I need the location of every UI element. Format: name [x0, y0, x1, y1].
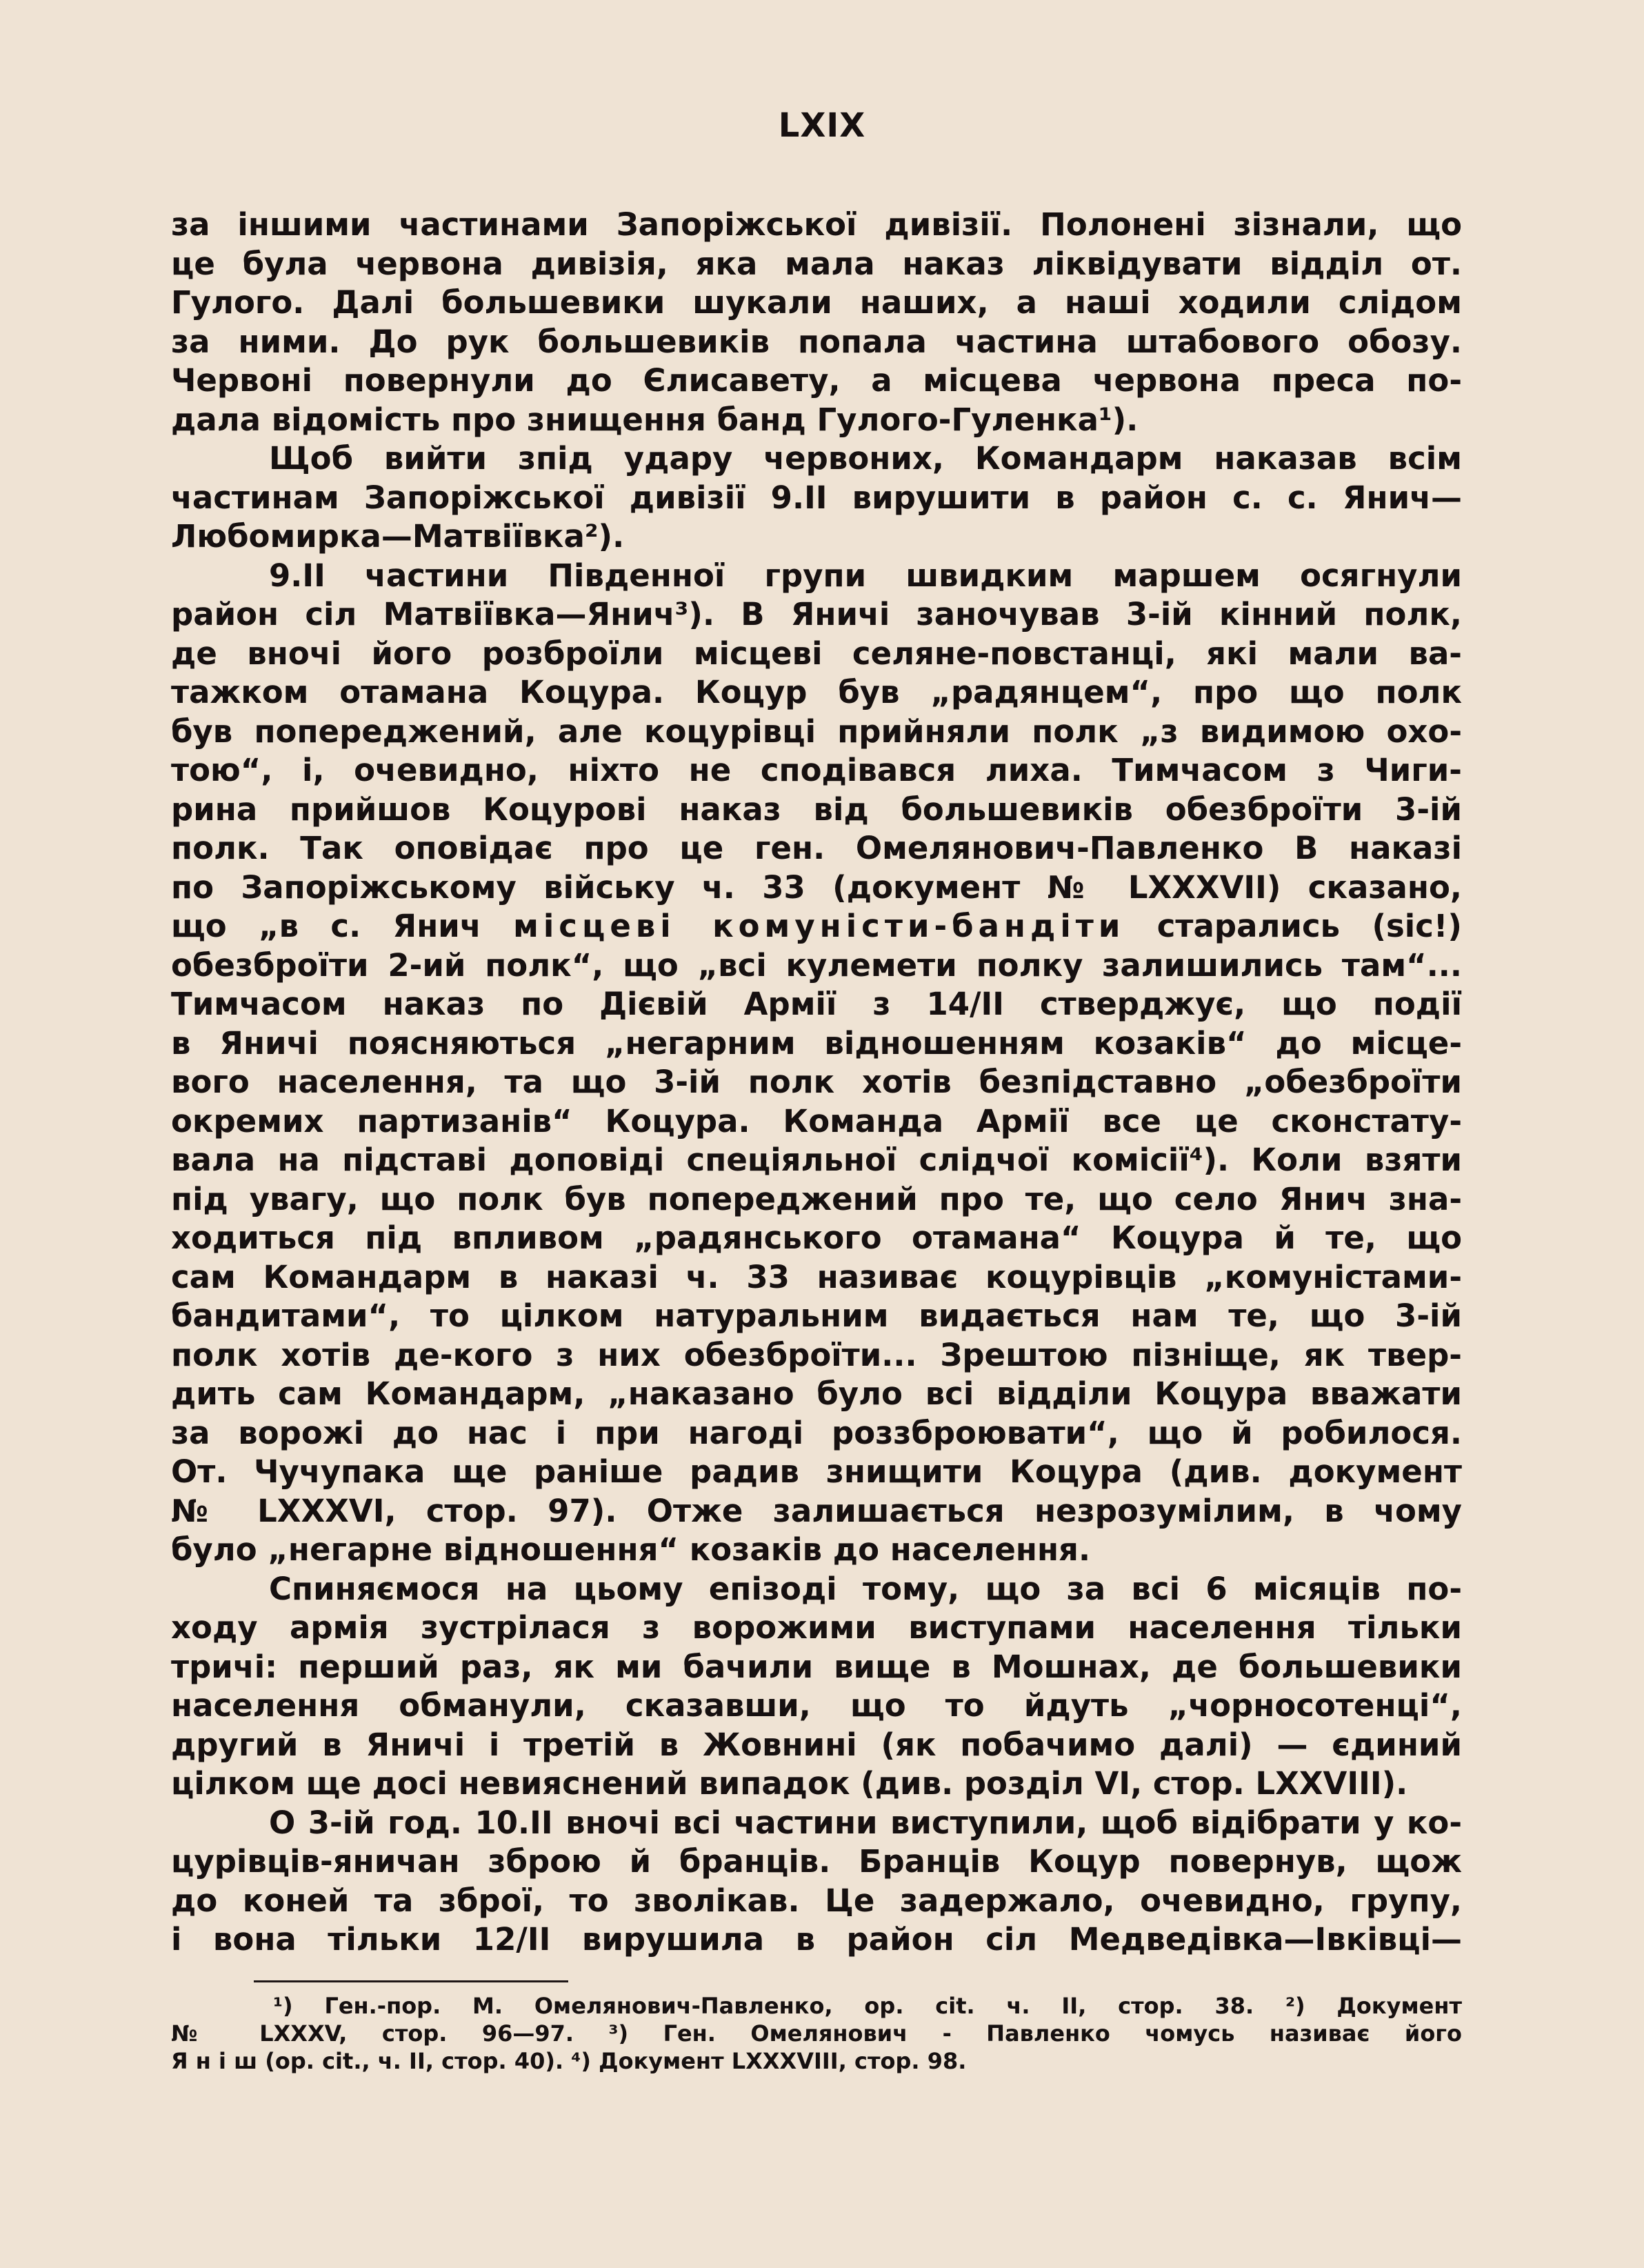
text-line: за ними. До рук большевиків попала частина штабового обозу.: [171, 323, 1462, 360]
text-line: № LXXXVI, стор. 97). Отже залишається незрозумілим, в чому: [171, 1492, 1462, 1529]
text-line: ходу армія зустрілася з ворожими виступами населення тільки: [171, 1609, 1462, 1646]
text-line: Тимчасом наказ по Дієвій Армії з 14/II стверджує, що події: [171, 986, 1462, 1022]
text-line: де вночі його розброїли місцеві селяне-повстанці, які мали ва-: [171, 635, 1462, 672]
text-line: до коней та зброї, то зволікав. Це задержало, очевидно, групу,: [171, 1882, 1462, 1919]
text-line: дала відомість про знищення банд Гулого-Гуленка¹).: [171, 401, 1139, 438]
text-line: другий в Яничі і третій в Жовнині (як побачимо далі) — єдиний: [171, 1726, 1462, 1763]
text-line: окремих партизанів“ Коцура. Команда Армії все це сконстату-: [171, 1102, 1462, 1140]
spaced-emphasis: місцеві комуністи-бандіти: [513, 908, 1125, 944]
text-line: тричі: перший раз, як ми бачили вище в Мошнах, де большевики: [171, 1648, 1462, 1685]
text-line: було „негарне відношення“ козаків до населення.: [171, 1531, 1091, 1568]
footnote-divider: [254, 1980, 568, 1982]
footnotes: [171, 1992, 1462, 2075]
paragraph-start: О 3-ій год. 10.II вночі всі частини виступили, щоб відібрати у ко-: [269, 1804, 1462, 1841]
text-line: Гулого. Далі большевики шукали наших, а наші ходили слідом: [171, 284, 1462, 321]
text-line: по Запоріжському війську ч. 33 (документ № LXXXVII) сказано,: [171, 868, 1462, 906]
text-line: населення обманули, сказавши, що то йдуть „чорносотенці“,: [171, 1687, 1462, 1724]
text-line: був попереджений, але коцурівці прийняли полк „з видимою охо-: [171, 713, 1462, 750]
text-line: в Яничі поясняються „негарним відношенням козаків“ до місце-: [171, 1024, 1462, 1062]
text-line: сам Командарм в наказі ч. 33 називає коцурівців „комуністами-: [171, 1258, 1462, 1295]
text-line: за іншими частинами Запоріжської дивізії. Полонені зізнали, що: [171, 206, 1462, 243]
text-line: тою“, і, очевидно, ніхто не сподівався лиха. Тимчасом з Чиги-: [171, 752, 1462, 788]
footnote-line: Я н і ш (op. cit., ч. II, стор. 40). ⁴) Документ LXXXVIII, стор. 98.: [171, 2048, 967, 2074]
main-text: [171, 206, 1462, 1960]
text-line: дить сам Командарм, „наказано було всі відділи Коцура вважати: [171, 1375, 1462, 1412]
paragraph-start: 9.II частини Південної групи швидким маршем осягнули: [269, 557, 1462, 594]
text-segment: що „в с. Янич: [171, 908, 514, 944]
text-line: район сіл Матвіївка—Янич³). В Яничі заночував 3-ій кінний полк,: [171, 596, 1462, 633]
paragraph-start: Спиняємося на цьому епізоді тому, що за всі 6 місяців по-: [269, 1570, 1462, 1607]
text-line: цілком ще досі невияснений випадок (див. розділ VI, стор. LXXVIII).: [171, 1765, 1408, 1802]
text-line: От. Чучупака ще раніше радив знищити Коцура (див. документ: [171, 1453, 1462, 1490]
text-line: під увагу, що полк був попереджений про те, що село Янич зна-: [171, 1180, 1462, 1217]
text-line: тажком отамана Коцура. Коцур був „радянцем“, про що полк: [171, 674, 1462, 710]
text-line: полк. Так оповідає про це ген. Омелянович-Павленко В наказі: [171, 830, 1462, 866]
text-line: Червоні повернули до Єлисавету, а місцева червона преса по-: [171, 362, 1462, 399]
text-line: полк хотів де-кого з них обезброїти... Зрештою пізніще, як твер-: [171, 1336, 1462, 1373]
footnote-line: № LXXXV, стор. 96—97. ³) Ген. Омелянович - Павленко чомусь називає його: [171, 2020, 1462, 2047]
text-line: бандитами“, то цілком натуральним видається нам те, що 3-ій: [171, 1297, 1462, 1334]
text-line: рина прийшов Коцурові наказ від большевиків обезброїти 3-ій: [171, 790, 1462, 828]
page-number: LXIX: [778, 106, 866, 145]
paragraph-start: Щоб вийти зпід удару червоних, Командарм наказав всім: [269, 440, 1462, 477]
text-line: це була червона дивізія, яка мала наказ ліквідувати відділ от.: [171, 245, 1462, 282]
footnote-line: ¹) Ген.-пор. М. Омелянович-Павленко, op. cit. ч. II, стор. 38. ²) Документ: [273, 1993, 1462, 2019]
text-line-spaced: [171, 907, 1462, 946]
text-line: цурівців-яничан зброю й бранців. Бранців Коцур повернув, щож: [171, 1843, 1462, 1880]
text-line: ходиться під впливом „радянського отамана“ Коцура й те, що: [171, 1220, 1462, 1256]
text-line: вого населення, та що 3-ій полк хотів безпідставно „обезброїти: [171, 1064, 1462, 1100]
text-line: Любомирка—Матвіївка²).: [171, 518, 625, 555]
text-segment: старались (sic!): [1125, 908, 1462, 944]
text-line: за ворожі до нас і при нагоді роззброювати“, що й робилося.: [171, 1414, 1462, 1451]
text-line: частинам Запоріжської дивізії 9.II вирушити в район с. с. Янич—: [171, 479, 1462, 516]
text-line: обезброїти 2-ий полк“, що „всі кулемети полку залишились там“...: [171, 946, 1462, 984]
text-line: і вона тільки 12/II вирушила в район сіл Медведівка—Івківці—: [171, 1921, 1462, 1958]
text-line: вала на підставі доповіді спеціяльної слідчої комісії⁴). Коли взяти: [171, 1142, 1462, 1178]
